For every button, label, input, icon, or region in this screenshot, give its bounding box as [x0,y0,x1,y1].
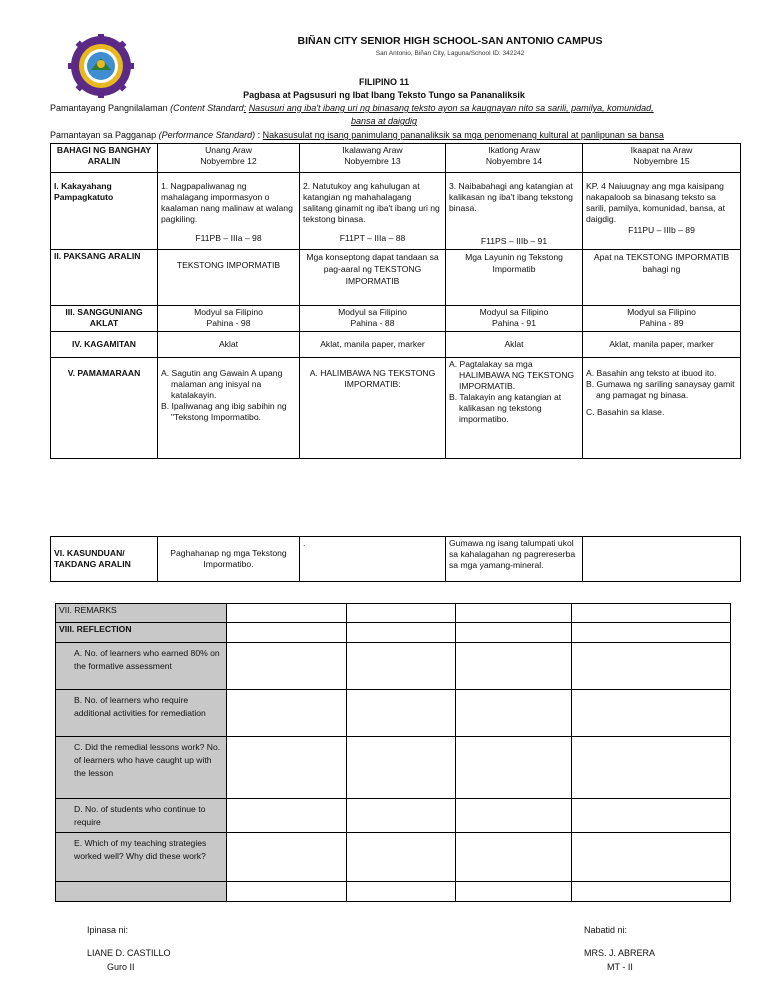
reflection-cell [456,690,572,737]
reflection-cell [227,643,347,690]
objective-cell: 2. Natutukoy ang kahulugan at katangian ng mahahalagang salitang ginamit ng iba't ibang uri ng tekstong binasa. F11PT – IIIa – 88 [300,173,446,250]
day-header: Ikatlong Araw Nobyembre 14 [446,144,583,173]
material-cell: Aklat, manila paper, marker [300,332,446,358]
material-cell: Aklat, manila paper, marker [583,332,741,358]
performance-standard: Pamantayan sa Pagganap (Performance Standard) : Nakasusulat ng isang panimulang pananaliksik sa mga penomenang kultural at panlipunan sa bansa [50,130,664,140]
school-name: BIÑAN CITY SENIOR HIGH SCHOOL-SAN ANTONIO CAMPUS [297,35,603,47]
content-label: II. PAKSANG ARALIN [51,250,158,306]
procedure-cell: A. HALIMBAWA NG TEKSTONG IMPORMATIB: [300,358,446,459]
content-cell: Mga konseptong dapat tandaan sa pag-aaral ng TEKSTONG IMPORMATIB [300,250,446,306]
procedure-cell: A. Sagutin ang Gawain A upang malaman ang inisyal na katalakayin. B. Ipaliwanag ang ibig sabihin ng "Tekstong Impormatibo. [158,358,300,459]
assignment-label: VI. KASUNDUAN/ TAKDANG ARALIN [51,537,158,582]
school-logo [62,34,140,98]
objective-cell: 3. Naibabahagi ang katangian at kalikasan ng iba't ibang tekstong binasa. F11PS – IIIb – 91 [446,173,583,250]
reflection-cell [347,737,456,799]
objectives-label: I. Kakayahang Pampagkatuto [51,173,158,250]
reflection-item: E. Which of my teaching strategies worked well? Why did these work? [56,833,227,882]
course-title: Pagbasa at Pagsusuri ng Ibat Ibang Teksto Tungo sa Pananaliksik [243,90,525,100]
reflection-cell [227,833,347,882]
content-cell: TEKSTONG IMPORMATIB [158,250,300,306]
reflection-cell [572,799,731,833]
resource-cell: Modyul sa Filipino Pahina - 91 [446,306,583,332]
head-label: BAHAGI NG BANGHAY ARALIN [51,144,158,173]
content-standard: Pamantayang Pangnilalaman (Content Standard: Nasusuri ang iba't ibang uri ng binasang teksto ayon sa kaugnayan nito sa sarili, pamilya, komunidad, [50,103,654,113]
reflection-cell [347,882,456,902]
assignment-cell [583,537,741,582]
objective-cell: KP. 4 Naiuugnay ang mga kaisipang nakapaloob sa binasang teksto sa sarili, pamilya, komunidad, bansa, at daigdig. F11PU – IIIb – 89 [583,173,741,250]
lesson-plan-table [50,143,741,459]
reflection-item: D. No. of students who continue to require [56,799,227,833]
reflection-cell [456,833,572,882]
procedure-cell: A. Basahin ang teksto at ibuod ito. B. Gumawa ng sariling sanaysay gamit ang pamagat ng binasa. C. Basahin sa klase. [583,358,741,459]
reflection-table [55,603,731,902]
procedure-cell: A. Pagtalakay sa mga HALIMBAWA NG TEKSTONG IMPORMATIB. B. Talakayin ang katangian at kalikasan ng tekstong impormatibo. [446,358,583,459]
remarks-label: VII. REMARKS [56,604,227,623]
content-cell: Apat na TEKSTONG IMPORMATIB bahagi ng [583,250,741,306]
reflection-cell [572,833,731,882]
reflection-cell [572,737,731,799]
reflection-cell [572,882,731,902]
reflection-cell [347,833,456,882]
prepared-title: Guro II [107,962,135,972]
remarks-cell [572,604,731,623]
reflection-cell [347,643,456,690]
reflection-cell [227,623,347,643]
subject-title: FILIPINO 11 [358,77,409,87]
reflection-cell [456,799,572,833]
school-address: San Antonio, Biñan City, Laguna/School ID: 342242 [375,50,525,57]
reflection-cell [456,623,572,643]
procedure-label: V. PAMAMARAAN [51,358,158,459]
reflection-cell [347,623,456,643]
reflection-cell [227,690,347,737]
material-cell: Aklat [158,332,300,358]
material-cell: Aklat [446,332,583,358]
reflection-cell [572,623,731,643]
resource-cell: Modyul sa Filipino Pahina - 98 [158,306,300,332]
day-header: Unang Araw Nobyembre 12 [158,144,300,173]
remarks-cell [456,604,572,623]
day-header: Ikaapat na Araw Nobyembre 15 [583,144,741,173]
assignment-cell: . [300,537,446,582]
content-cell: Mga Layunin ng Tekstong Impormatib [446,250,583,306]
materials-label: IV. KAGAMITAN [51,332,158,358]
reflection-cell [227,799,347,833]
reflection-cell [347,690,456,737]
reflection-item: B. No. of learners who require additional activities for remediation [56,690,227,737]
reflection-item: A. No. of learners who earned 80% on the formative assessment [56,643,227,690]
resource-cell: Modyul sa Filipino Pahina - 89 [583,306,741,332]
reflection-blank [56,882,227,902]
reflection-label: VIII. REFLECTION [56,623,227,643]
assignment-cell: Gumawa ng isang talumpati ukol sa kahalagahan ng pagrereserba sa mga yamang-mineral. [446,537,583,582]
reflection-cell [347,799,456,833]
noted-label: Nabatid ni: [584,925,628,935]
remarks-cell [347,604,456,623]
noted-title: MT - II [607,962,633,972]
remarks-cell [227,604,347,623]
assignment-cell: Paghahanap ng mga Tekstong Impormatibo. [158,537,300,582]
prepared-label: Ipinasa ni: [87,925,129,935]
objective-cell: 1. Nagpapaliwanag ng mahalagang impormasyon o kaalaman nang malinaw at walang pagkiling. F11PB – IIIa – 98 [158,173,300,250]
content-standard-cont: bansa at daigdig [350,116,418,126]
prepared-name: LIANE D. CASTILLO [87,948,171,958]
reflection-cell [456,643,572,690]
day-header: Ikalawang Araw Nobyembre 13 [300,144,446,173]
reflection-cell [456,737,572,799]
assignment-table [50,536,741,582]
noted-name: MRS. J. ABRERA [584,948,656,958]
reflection-cell [572,643,731,690]
reflection-cell [572,690,731,737]
reflection-cell [227,882,347,902]
reflection-cell [456,882,572,902]
reflection-cell [227,737,347,799]
reflection-item: C. Did the remedial lessons work? No. of learners who have caught up with the lesson [56,737,227,799]
resource-cell: Modyul sa Filipino Pahina - 88 [300,306,446,332]
resources-label: III. SANGGUNIANG AKLAT [51,306,158,332]
